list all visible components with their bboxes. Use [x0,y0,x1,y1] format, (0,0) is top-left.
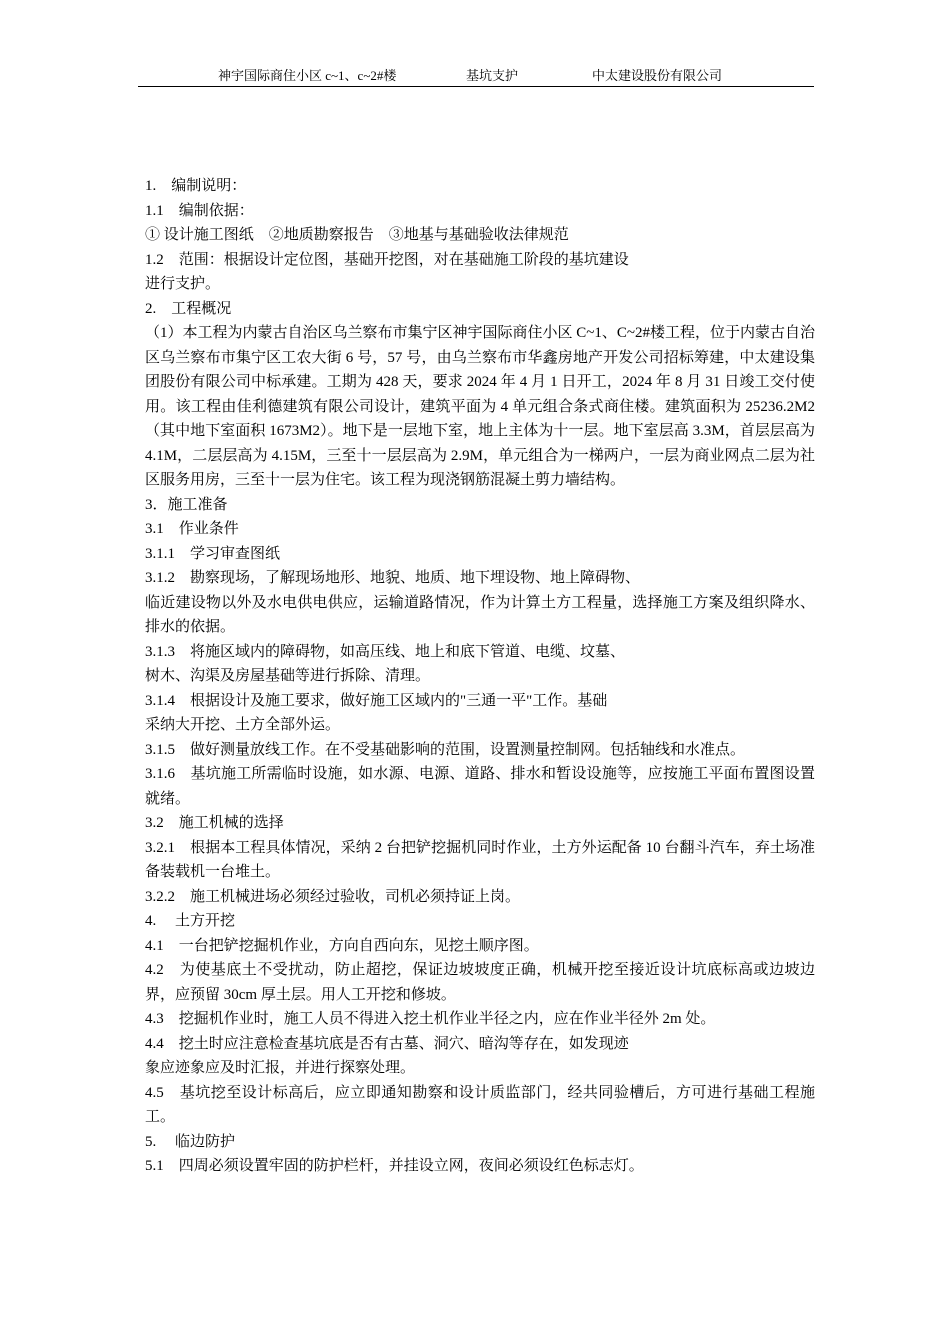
paragraph-line: 采纳大开挖、土方全部外运。 [145,717,341,733]
page-header [138,66,814,87]
document-body [145,174,815,1179]
paragraph-line: 4.1 一台把铲挖掘机作业，方向自西向东，见挖土顺序图。 [145,937,539,954]
section-heading: 2. 工程概况 [145,300,232,317]
section-heading: 3．施工准备 [145,496,228,513]
paragraph-line: 3.2.2 施工机械进场必须经过验收，司机必须持证上岗。 [145,888,521,905]
section-heading: 5. 临边防护 [145,1133,236,1150]
paragraph-line: 3.1.5 做好测量放线工作。在不受基础影响的范围，设置测量控制网。包括轴线和水准点。 [145,741,746,758]
paragraph-line: 4.4 挖土时应注意检查基坑底是否有古墓、洞穴、暗沟等存在，如发现迹 [145,1035,629,1052]
header-project-name: 神宇国际商住小区 c~1、c~2#楼 [218,68,397,83]
subsection-heading: 3.1 作业条件 [145,521,239,537]
paragraph: 4.5 基坑挖至设计标高后，应立即通知勘察和设计质监部门，经共同验槽后，方可进行基础工程施工。 [145,1084,815,1125]
section-heading: 1. 编制说明： [145,178,247,194]
header-company: 中太建设股份有限公司 [592,68,723,83]
project-overview-paragraph: （1）本工程为内蒙古自治区乌兰察布市集宁区神宇国际商住小区 C~1、C~2#楼工程，位于内蒙古自治区乌兰察布市集宁区工农大街 6 号，57 号，由乌兰察布市华鑫房地产开发公司招标筹建，中太建设集团股份有限公司中标承建。工期为 428 天，要求 2024 年 4 月 1 日开工，2024 年 8 月 31 日竣工交付使用。该工程由佳利德建筑有限公司设计，建筑平面为 4 单元组合条式商住楼。建筑面积为 25236.2M2（其中地下室面积 1673M2）。地下是一层地下室，地上主体为十一层。地下室层高 3.3M，首层层高为 4.1M，二层层高为 4.15M，三至十一层层高为 2.9M，单元组合为一梯两户，一层为商业网点二层为社区服务用房，三至十一层为住宅。该工程为现浇钢筋混凝土剪力墙结构。 [145,325,815,488]
paragraph-line: 3.1.2 勘察现场，了解现场地形、地貌、地质、地下埋设物、地上障碍物、 [145,570,641,586]
paragraph: 临近建设物以外及水电供电供应，运输道路情况，作为计算土方工程量，选择施工方案及组织降水、排水的依据。 [145,594,815,635]
subsection-heading: 3.2 施工机械的选择 [145,815,284,831]
section-heading: 4. 土方开挖 [145,913,236,929]
paragraph: 3.1.6 基坑施工所需临时设施，如水源、电源、道路、排水和暂设设施等，应按施工平面布置图设置就绪。 [145,766,815,807]
paragraph-line: 3.1.4 根据设计及施工要求，做好施工区域内的"三通一平"工作。基础 [145,692,608,709]
paragraph: 3.2.1 根据本工程具体情况，采纳 2 台把铲挖掘机同时作业，土方外运配备 10 台翻斗汽车，弃土场准备装载机一台堆土。 [145,839,815,880]
header-topic: 基坑支护 [466,68,519,83]
paragraph-line: 树木、沟渠及房屋基础等进行拆除、清理。 [145,668,431,684]
paragraph-line: 3.1.3 将施区域内的障碍物，如高压线、地上和底下管道、电缆、坟墓、 [145,643,626,660]
paragraph: 4.2 为使基底土不受扰动，防止超挖，保证边坡坡度正确，机械开挖至接近设计坑底标高或边坡边界，应预留 30cm 厚土层。用人工开挖和修坡。 [145,962,815,1003]
paragraph-line: 进行支护。 [145,276,221,292]
paragraph-line: 5.1 四周必须设置牢固的防护栏杆，并挂设立网，夜间必须设红色标志灯。 [145,1158,644,1174]
paragraph-line: 象应迹象应及时汇报，并进行探察处理。 [145,1060,416,1076]
basis-list: ① 设计施工图纸 ②地质勘察报告 ③地基与基础验收法律规范 [145,227,569,243]
paragraph-line: 4.3 挖掘机作业时，施工人员不得进入挖土机作业半径之内，应在作业半径外 2m 处。 [145,1011,716,1027]
paragraph-line: 1.2 范围：根据设计定位图，基础开挖图，对在基础施工阶段的基坑建设 [145,251,629,268]
paragraph-line: 3.1.1 学习审查图纸 [145,545,281,562]
subsection-heading: 1.1 编制依据： [145,202,254,219]
